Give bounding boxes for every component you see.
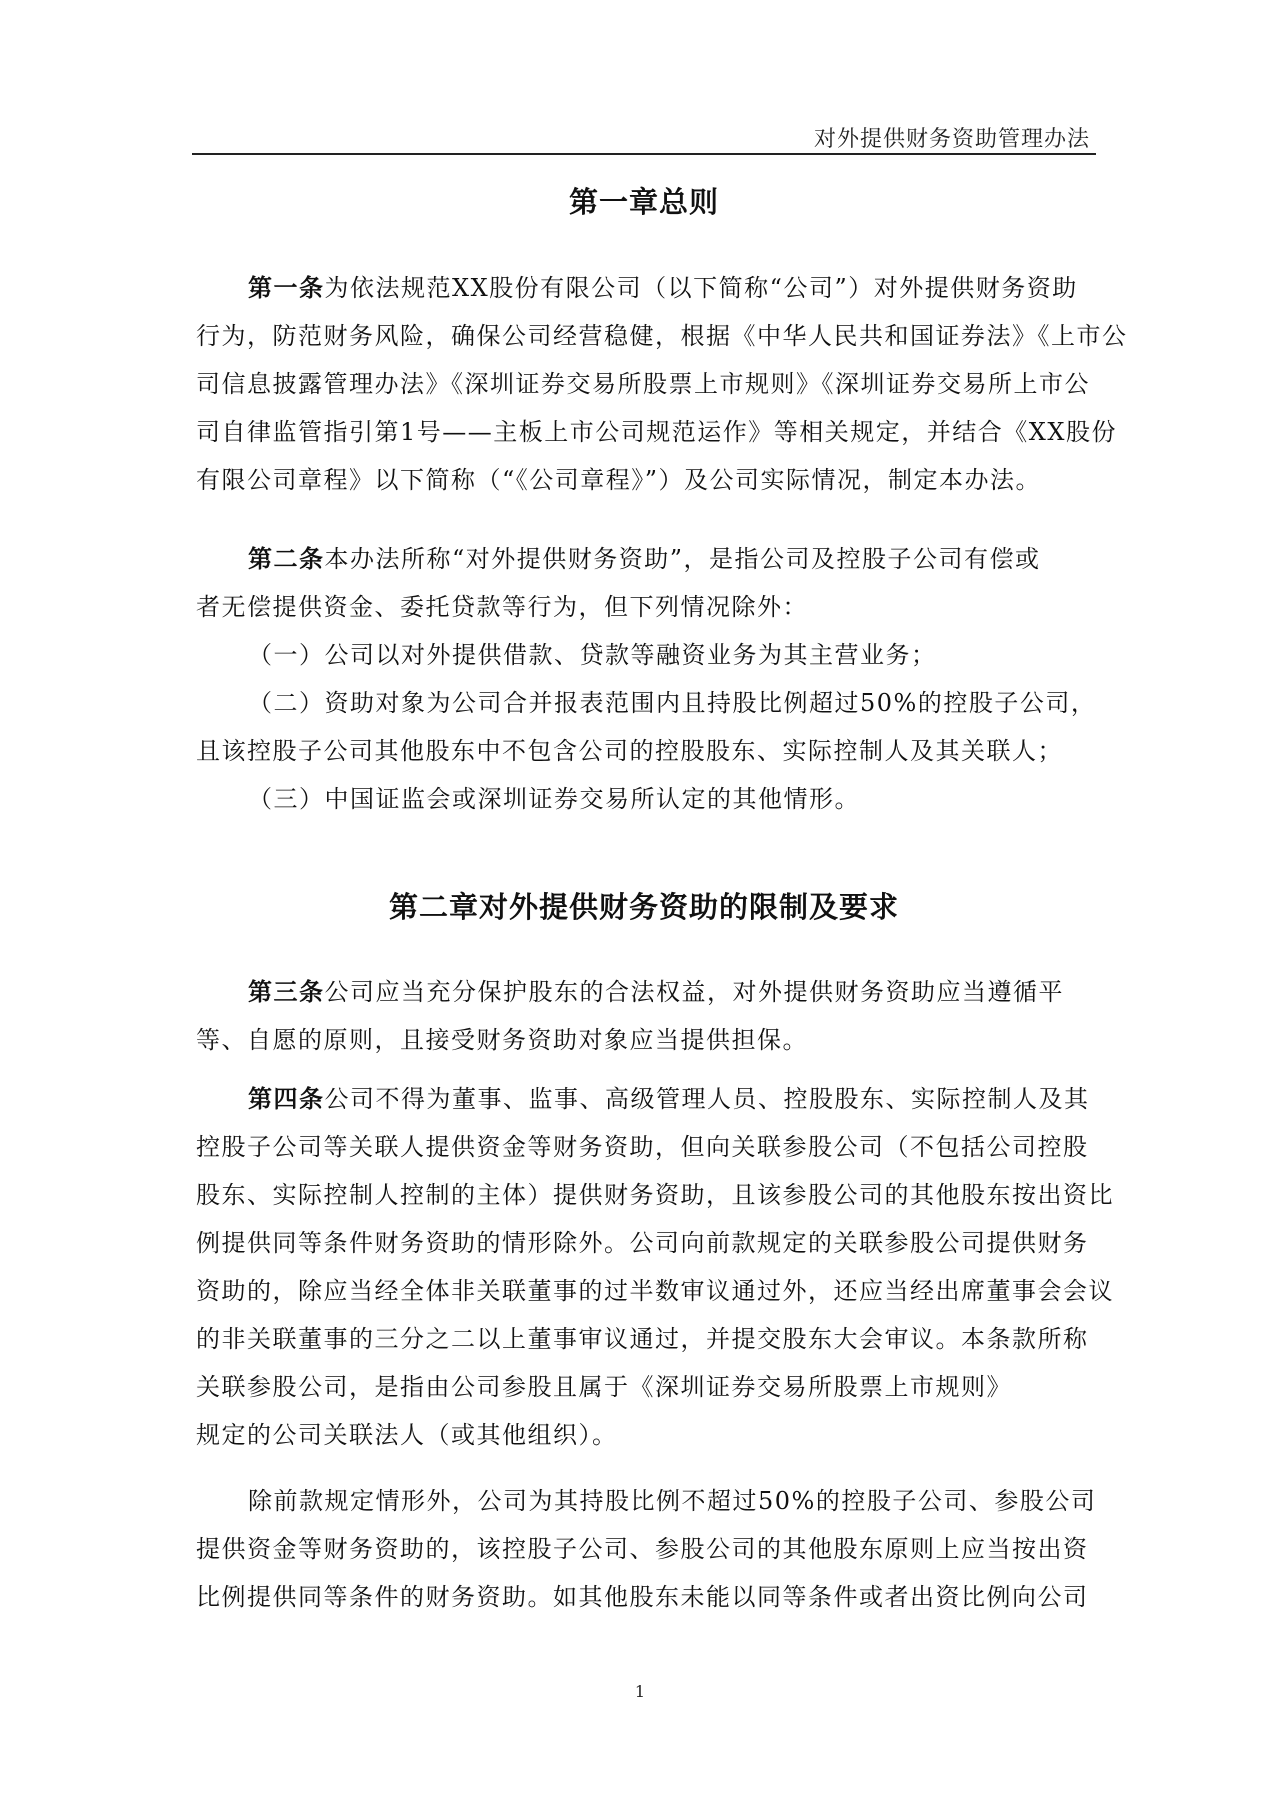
article-4-line-7: 关联参股公司，是指由公司参股且属于《深圳证券交易所股票上市规则》 bbox=[196, 1373, 1012, 1401]
article-4-line-8: 规定的公司关联法人（或其他组织）。 bbox=[196, 1421, 618, 1449]
article-2-text-1: 本办法所称“对外提供财务资助”，是指公司及控股子公司有偿或 bbox=[324, 545, 1041, 573]
article-2-line-1 bbox=[196, 535, 1100, 583]
article-1-line-2: 行为，防范财务风险，确保公司经营稳健，根据《中华人民共和国证券法》《上市公 bbox=[196, 322, 1128, 350]
article-3-text-1: 公司应当充分保护股东的合法权益，对外提供财务资助应当遵循平 bbox=[324, 978, 1064, 1006]
article-1-line-1 bbox=[196, 264, 1100, 312]
paragraph-5 bbox=[196, 1477, 1100, 1621]
article-4 bbox=[196, 1075, 1114, 1459]
header-title: 对外提供财务资助管理办法 bbox=[813, 127, 1090, 152]
article-4-line-3: 股东、实际控制人控制的主体）提供财务资助，且该参股公司的其他股东按出资比 bbox=[196, 1181, 1114, 1209]
chapter-2-title: 第二章对外提供财务资助的限制及要求 bbox=[388, 890, 899, 924]
header-divider bbox=[192, 153, 1096, 155]
article-3 bbox=[196, 968, 1100, 1064]
article-2-label: 第二条 bbox=[248, 545, 325, 573]
chapter-1-title: 第一章总则 bbox=[568, 185, 719, 219]
article-3-line-2: 等、自愿的原则，且接受财务资助对象应当提供担保。 bbox=[196, 1026, 808, 1054]
article-3-line-1 bbox=[196, 968, 1100, 1016]
article-4-line-6: 的非关联董事的三分之二以上董事审议通过，并提交股东大会审议。本条款所称 bbox=[196, 1325, 1089, 1353]
article-1-line-4: 司自律监管指引第1号——主板上市公司规范运作》等相关规定，并结合《XX股份 bbox=[196, 418, 1117, 446]
paragraph-5-line-3: 比例提供同等条件的财务资助。如其他股东未能以同等条件或者出资比例向公司 bbox=[196, 1583, 1089, 1611]
article-1-text-1: 为依法规范XX股份有限公司（以下简称“公司”）对外提供财务资助 bbox=[324, 274, 1078, 302]
article-4-line-5: 资助的，除应当经全体非关联董事的过半数审议通过外，还应当经出席董事会会议 bbox=[196, 1277, 1114, 1305]
article-3-label: 第三条 bbox=[248, 978, 325, 1006]
article-1 bbox=[196, 264, 1128, 504]
article-2-item-3: （三）中国证监会或深圳证券交易所认定的其他情形。 bbox=[248, 785, 860, 813]
article-2-item-2-cont: 且该控股子公司其他股东中不包含公司的控股股东、实际控制人及其关联人； bbox=[196, 737, 1063, 765]
paragraph-5-line-2: 提供资金等财务资助的，该控股子公司、参股公司的其他股东原则上应当按出资 bbox=[196, 1535, 1089, 1563]
article-4-line-4: 例提供同等条件财务资助的情形除外。公司向前款规定的关联参股公司提供财务 bbox=[196, 1229, 1089, 1257]
article-1-line-3: 司信息披露管理办法》《深圳证券交易所股票上市规则》《深圳证券交易所上市公 bbox=[196, 370, 1090, 398]
article-4-text-1: 公司不得为董事、监事、高级管理人员、控股股东、实际控制人及其 bbox=[324, 1085, 1090, 1113]
article-2 bbox=[196, 535, 1100, 823]
article-4-line-1 bbox=[196, 1075, 1100, 1123]
paragraph-5-line-1: 除前款规定情形外，公司为其持股比例不超过50%的控股子公司、参股公司 bbox=[248, 1487, 1097, 1515]
article-4-label: 第四条 bbox=[248, 1085, 325, 1113]
page-number: 1 bbox=[634, 1682, 646, 1701]
article-2-item-2: （二）资助对象为公司合并报表范围内且持股比例超过50%的控股子公司， bbox=[248, 689, 1097, 717]
article-2-item-1: （一）公司以对外提供借款、贷款等融资业务为其主营业务； bbox=[248, 641, 937, 669]
article-2-line-2: 者无偿提供资金、委托贷款等行为，但下列情况除外： bbox=[196, 593, 808, 621]
article-1-label: 第一条 bbox=[248, 274, 325, 302]
article-1-line-5: 有限公司章程》以下简称（“《公司章程》”）及公司实际情况，制定本办法。 bbox=[196, 466, 1042, 494]
article-4-line-2: 控股子公司等关联人提供资金等财务资助，但向关联参股公司（不包括公司控股 bbox=[196, 1133, 1089, 1161]
